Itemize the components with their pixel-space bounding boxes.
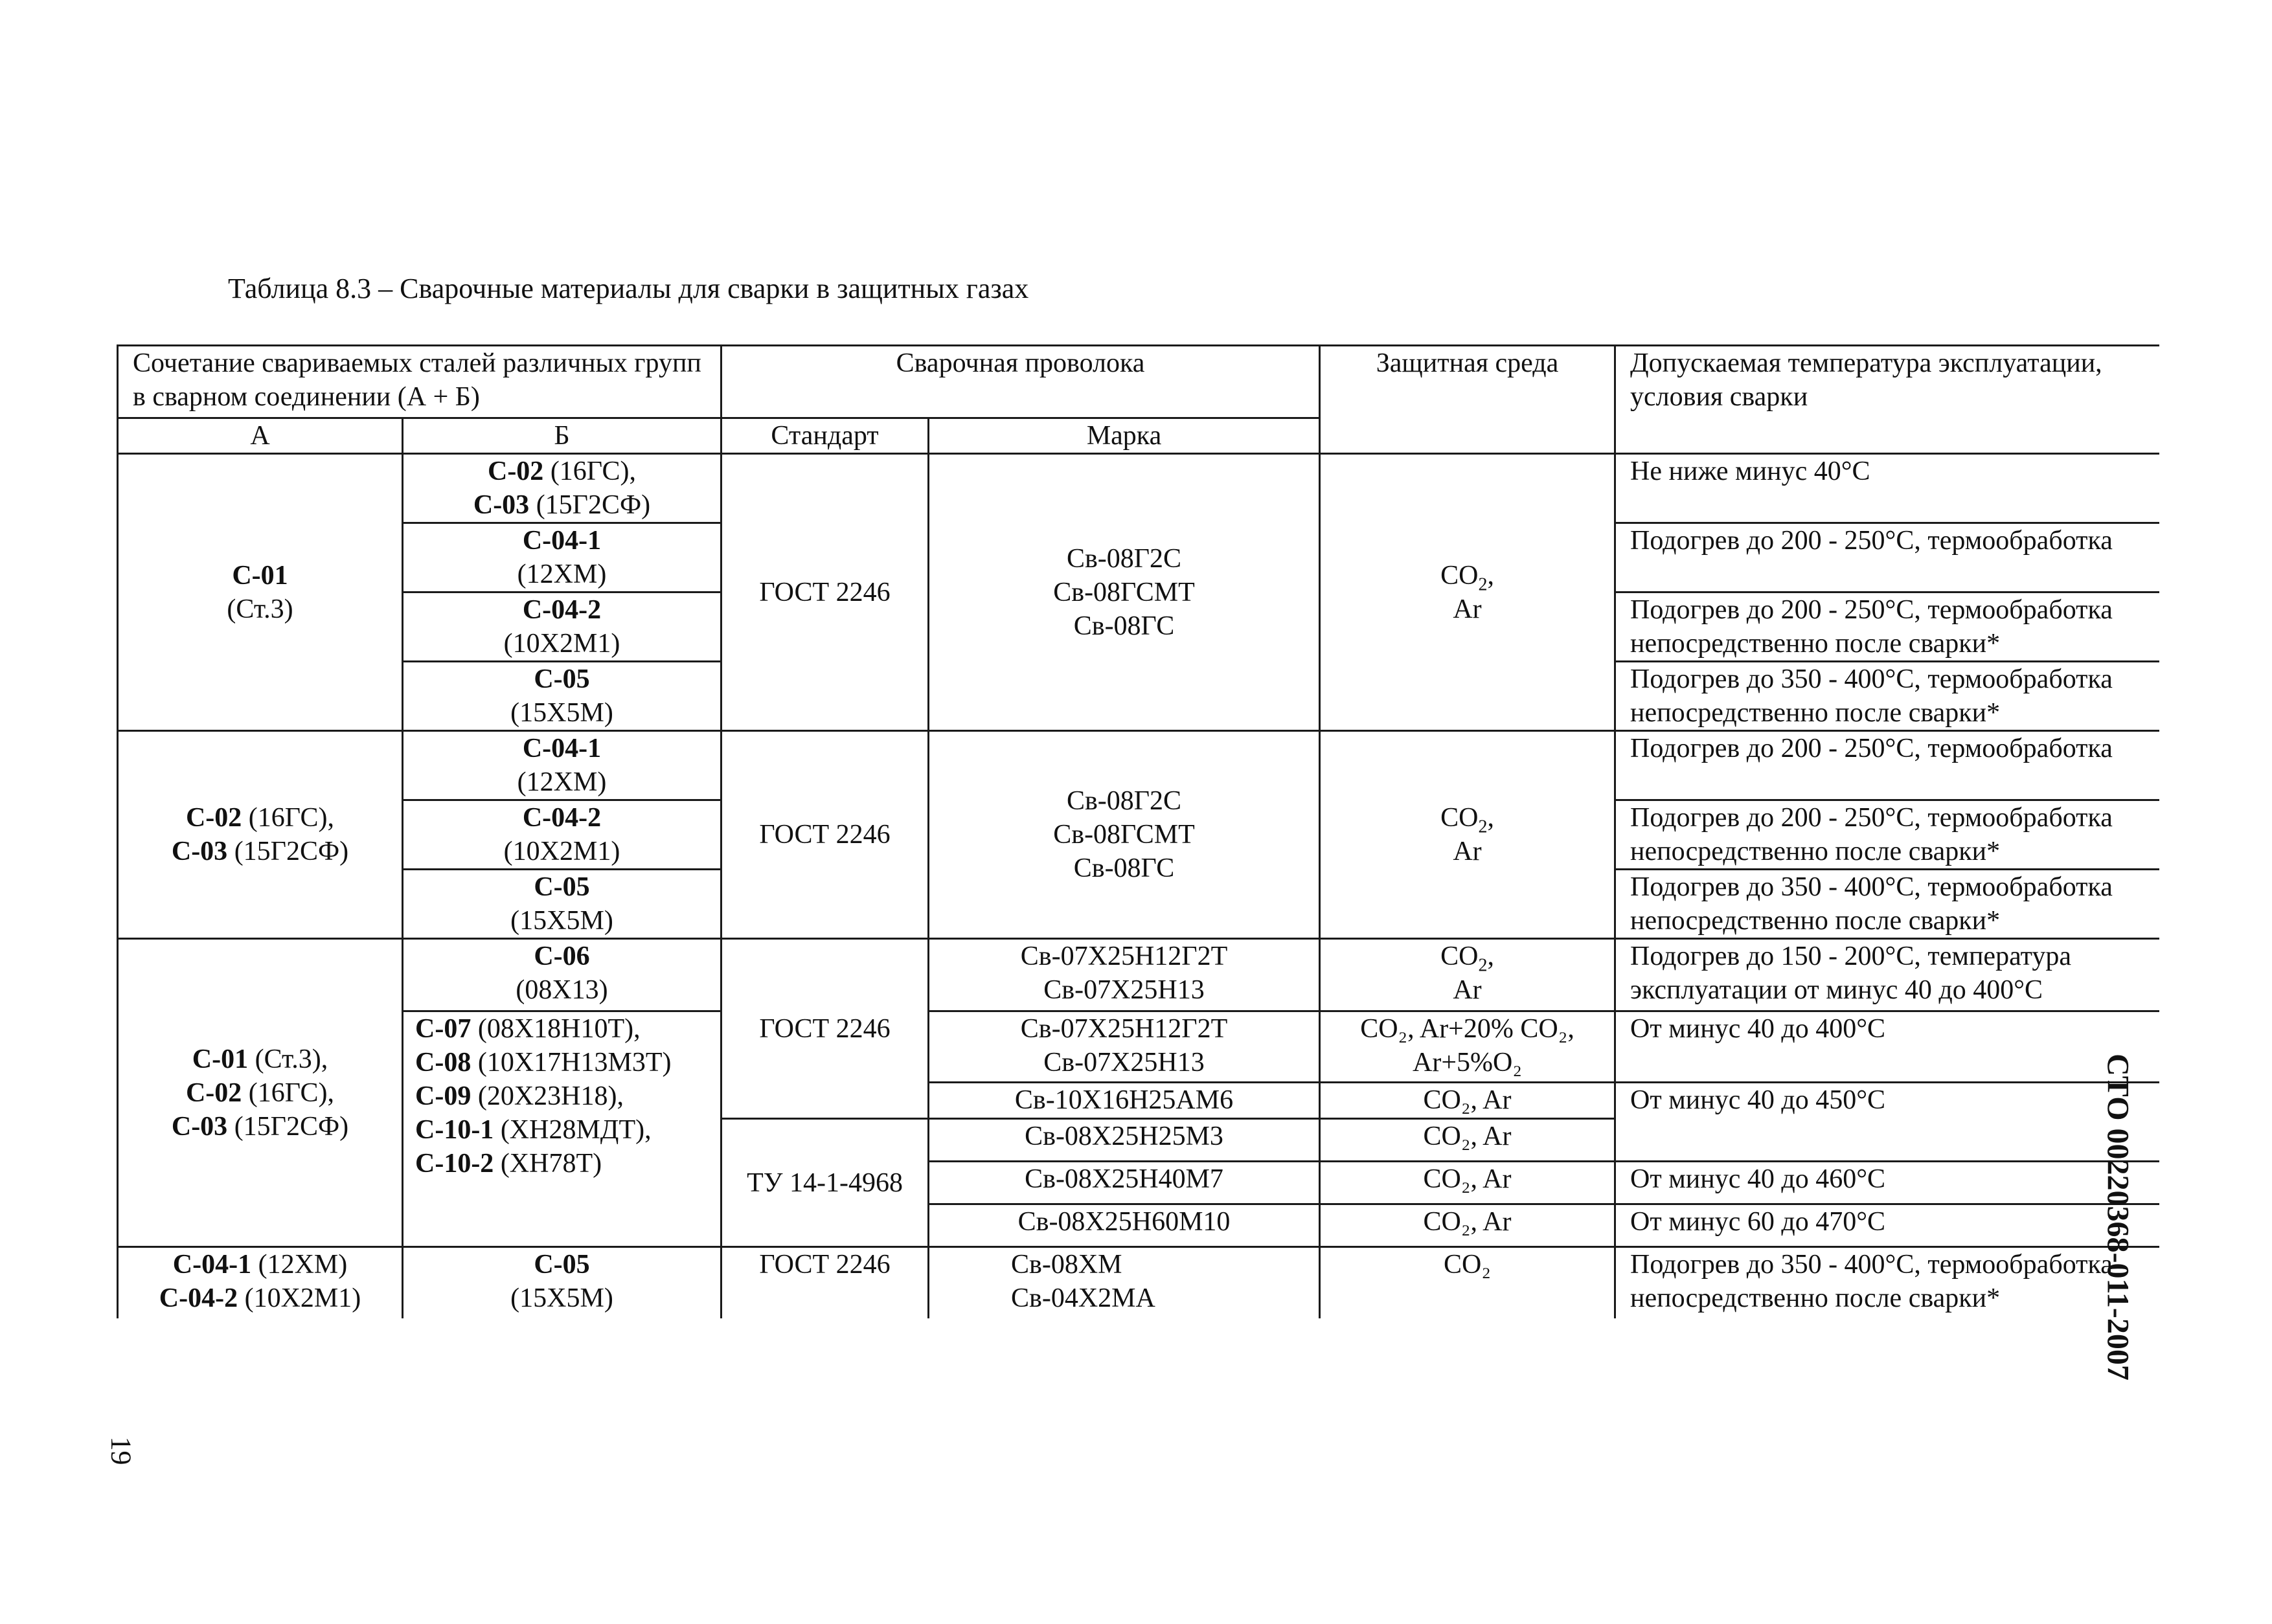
group3-r2-temp: От минус 40 до 400°С: [1615, 1011, 2159, 1083]
group2-b-code-3: С-05: [534, 872, 590, 902]
group2-gas-co2-tail: ,: [1487, 803, 1494, 833]
table-row: [118, 1247, 2160, 1318]
table-row: [118, 939, 2160, 1011]
group3-b-list-code-5: С-10-2: [415, 1149, 494, 1179]
group4-b-name: (15Х5М): [510, 1283, 613, 1313]
group3-r1-gas: $CO_2$, Ar: [1320, 939, 1615, 1011]
group3-b-list-name-5: (ХН78Т): [494, 1149, 602, 1179]
group2-temp-1: Подогрев до 200 - 250°С, термообработка: [1615, 731, 2159, 800]
group3-a3-name: (15Г2СФ): [227, 1111, 349, 1142]
group1-steel-b-3: [403, 592, 721, 662]
group2-steel-b-1: [403, 731, 721, 800]
header-col-b: Б: [403, 418, 721, 454]
group1-b2-code: С-03: [473, 490, 530, 520]
group2-b-code-2: С-04-2: [522, 803, 602, 833]
header-brand: Марка: [929, 418, 1320, 454]
group3-a2-code: С-02: [185, 1077, 242, 1108]
group2-brand-1: Св-08Г2С: [1066, 786, 1182, 816]
group1-a-name: (Ст.3): [227, 594, 293, 624]
group3-r1-gas-co2-tail: ,: [1487, 942, 1494, 971]
group2-gas-co2: CO: [1440, 803, 1479, 833]
group2-gas: $CO_2$, Ar: [1320, 731, 1615, 939]
group1-brand: [929, 454, 1320, 731]
group1-b-code-4: С-05: [534, 664, 590, 694]
group3-r1-gas-co2: CO: [1440, 942, 1479, 971]
group1-gas-ar: Ar: [1453, 594, 1482, 624]
group1-temp-2: Подогрев до 200 - 250°С, термообработка: [1615, 523, 2159, 592]
page-number: 19: [105, 1436, 137, 1465]
group1-temp-3: Подогрев до 200 - 250°С, термообработка непосредственно после сварки*: [1615, 592, 2159, 662]
group1-brand-3: Св-08ГС: [1073, 611, 1175, 641]
group1-temp-1: Не ниже минус 40°С: [1615, 454, 2159, 523]
group4-gas: CO₂: [1320, 1247, 1615, 1318]
group2-steel-b-3: [403, 870, 721, 939]
table-row: [118, 1011, 2160, 1083]
group3-b-list-code-1: С-07: [415, 1014, 471, 1044]
group4-a2-code: С-04-2: [159, 1283, 238, 1313]
group1-gas: $CO_2$, Ar: [1320, 454, 1615, 731]
group2-steel-a: [118, 731, 403, 939]
group4-standard: ГОСТ 2246: [721, 1247, 929, 1318]
group3-r1-brand: [929, 939, 1320, 1011]
group3-a2-name: (16ГС),: [242, 1077, 335, 1108]
group1-standard: ГОСТ 2246: [721, 454, 929, 731]
header-col-a: А: [118, 418, 403, 454]
group2-a2-name: (15Г2СФ): [227, 837, 349, 866]
group3-b-first-name: (08Х13): [516, 975, 608, 1005]
header-standard: Стандарт: [721, 418, 929, 454]
group1-steel-b-2: [403, 523, 721, 592]
group3-r2-brand-1: Св-07Х25Н12Г2Т: [1020, 1014, 1228, 1044]
group3-standard-gost: ГОСТ 2246: [721, 939, 929, 1119]
group2-temp-3: Подогрев до 350 - 400°С, термообработка непосредственно после сварки*: [1615, 870, 2159, 939]
group3-r2-gas-line-2: Ar+5%O₂: [1413, 1048, 1522, 1077]
group2-brand: [929, 731, 1320, 939]
group4-steel-a: [118, 1247, 403, 1318]
group3-r34-temp: От минус 40 до 450°С: [1615, 1083, 2159, 1162]
group3-b-list-name-1: (08Х18Н10Т),: [471, 1014, 641, 1044]
group2-brand-2: Св-08ГСМТ: [1053, 820, 1195, 850]
group2-brand-3: Св-08ГС: [1073, 853, 1175, 883]
table-caption: Таблица 8.3 – Сварочные материалы для сварки в защитных газах: [228, 273, 1029, 304]
group1-brand-1: Св-08Г2С: [1066, 543, 1182, 574]
group3-steel-b-first: [403, 939, 721, 1011]
group1-steel-a: [118, 454, 403, 731]
group1-temp-4: Подогрев до 350 - 400°С, термообработка непосредственно после сварки*: [1615, 662, 2159, 731]
group3-b-list-code-2: С-08: [415, 1048, 471, 1077]
group2-b-code-1: С-04-1: [522, 734, 602, 763]
welding-materials-table: [117, 344, 2159, 1318]
group1-a-code: С-01: [232, 560, 288, 591]
table-row: [118, 454, 2160, 523]
group1-b-code-2: С-04-1: [522, 526, 602, 556]
group3-r1-temp: Подогрев до 150 - 200°С, температура эксплуатации от минус 40 до 400°С: [1615, 939, 2159, 1011]
group3-r2-brand: [929, 1011, 1320, 1083]
group2-temp-2: Подогрев до 200 - 250°С, термообработка непосредственно после сварки*: [1615, 800, 2159, 870]
group2-a1-name: (16ГС),: [242, 803, 335, 833]
group1-b1-name: (16ГС),: [543, 457, 637, 486]
group1-b-name-3: (10Х2М1): [503, 629, 620, 659]
welding-materials-table-wrap: [117, 344, 2159, 1322]
group1-b-code-3: С-04-2: [522, 595, 602, 625]
group1-b-name-2: (12ХМ): [517, 559, 607, 589]
group1-gas-co2: CO: [1440, 560, 1479, 591]
group4-temp: Подогрев до 350 - 400°С, термообработка непосредственно после сварки*: [1615, 1247, 2159, 1318]
group2-b-name-1: (12ХМ): [517, 767, 607, 797]
group2-b-name-3: (15Х5М): [510, 906, 613, 936]
group2-steel-b-2: [403, 800, 721, 870]
header-wire: Сварочная проволока: [721, 346, 1320, 418]
group3-standard-tu: ТУ 14-1-4968: [721, 1119, 929, 1247]
group3-b-list-name-3: (20Х23Н18),: [471, 1081, 624, 1111]
group4-a1-name: (12ХМ): [251, 1250, 348, 1280]
group1-steel-b-4: [403, 662, 721, 731]
group3-r2-brand-2: Св-07Х25Н13: [1043, 1048, 1205, 1077]
document-code: СТО 00220368-011-2007: [2100, 1054, 2135, 1381]
group1-gas-co2-tail: ,: [1487, 560, 1494, 591]
group3-r3-gas: CO₂, Ar: [1320, 1083, 1615, 1119]
group4-brand: [929, 1247, 1320, 1318]
group3-steel-a: [118, 939, 403, 1247]
group3-r6-temp: От минус 60 до 470°С: [1615, 1204, 2159, 1247]
group4-brand-2: Св-04Х2МА: [1011, 1283, 1155, 1313]
group3-r1-gas-ar: Ar: [1453, 975, 1482, 1005]
group3-r6-gas: CO₂, Ar: [1320, 1204, 1615, 1247]
group1-b1-code: С-02: [487, 457, 544, 486]
group2-a2-code: С-03: [171, 837, 228, 866]
group2-a1-code: С-02: [185, 803, 242, 833]
group1-steel-b-1: [403, 454, 721, 523]
group3-r5-gas: CO₂, Ar: [1320, 1162, 1615, 1204]
group2-b-name-2: (10Х2М1): [503, 837, 620, 866]
header-gas: Защитная среда: [1320, 346, 1615, 454]
group3-r5-temp: От минус 40 до 460°С: [1615, 1162, 2159, 1204]
group3-b-list-code-4: С-10-1: [415, 1115, 494, 1145]
group3-r2-gas: [1320, 1011, 1615, 1083]
group3-b-list-name-2: (10Х17Н13М3Т): [471, 1048, 672, 1077]
group3-a1-code: С-01: [192, 1044, 249, 1074]
group3-b-list-name-4: (ХН28МДТ),: [494, 1115, 652, 1145]
group3-r3-brand: Св-10Х16Н25АМ6: [929, 1083, 1320, 1119]
group3-r2-gas-line-1: CO₂, Ar+20% CO₂,: [1360, 1014, 1574, 1044]
header-row-1: [118, 346, 2160, 418]
group3-r6-brand: Св-08Х25Н60М10: [929, 1204, 1320, 1247]
group3-a1-name: (Ст.3),: [248, 1044, 328, 1074]
group4-a1-code: С-04-1: [172, 1250, 252, 1280]
group1-brand-2: Св-08ГСМТ: [1053, 577, 1195, 607]
group3-r1-brand-2: Св-07Х25Н13: [1043, 975, 1205, 1005]
group3-r4-gas: CO₂, Ar: [1320, 1119, 1615, 1162]
group3-steel-b-list: [403, 1011, 721, 1247]
group4-brand-1: Св-08ХМ: [1011, 1250, 1122, 1280]
group4-steel-b: [403, 1247, 721, 1318]
group3-r1-brand-1: Св-07Х25Н12Г2Т: [1020, 942, 1228, 971]
group2-gas-ar: Ar: [1453, 837, 1482, 866]
table-row: [118, 731, 2160, 800]
group3-b-first-code: С-06: [534, 942, 590, 971]
header-combo: Сочетание свариваемых сталей различных групп в сварном соединении (А + Б): [118, 346, 721, 418]
group3-b-list-code-3: С-09: [415, 1081, 471, 1111]
group2-standard: ГОСТ 2246: [721, 731, 929, 939]
group4-b-code: С-05: [534, 1250, 590, 1280]
group4-a2-name: (10Х2М1): [238, 1283, 361, 1313]
group1-b2-name: (15Г2СФ): [529, 490, 651, 520]
header-temp: Допускаемая температура эксплуатации, условия сварки: [1615, 346, 2159, 454]
group3-r4-brand: Св-08Х25Н25М3: [929, 1119, 1320, 1162]
group3-a3-code: С-03: [171, 1111, 228, 1142]
group3-r5-brand: Св-08Х25Н40М7: [929, 1162, 1320, 1204]
group1-b-name-4: (15Х5М): [510, 698, 613, 728]
